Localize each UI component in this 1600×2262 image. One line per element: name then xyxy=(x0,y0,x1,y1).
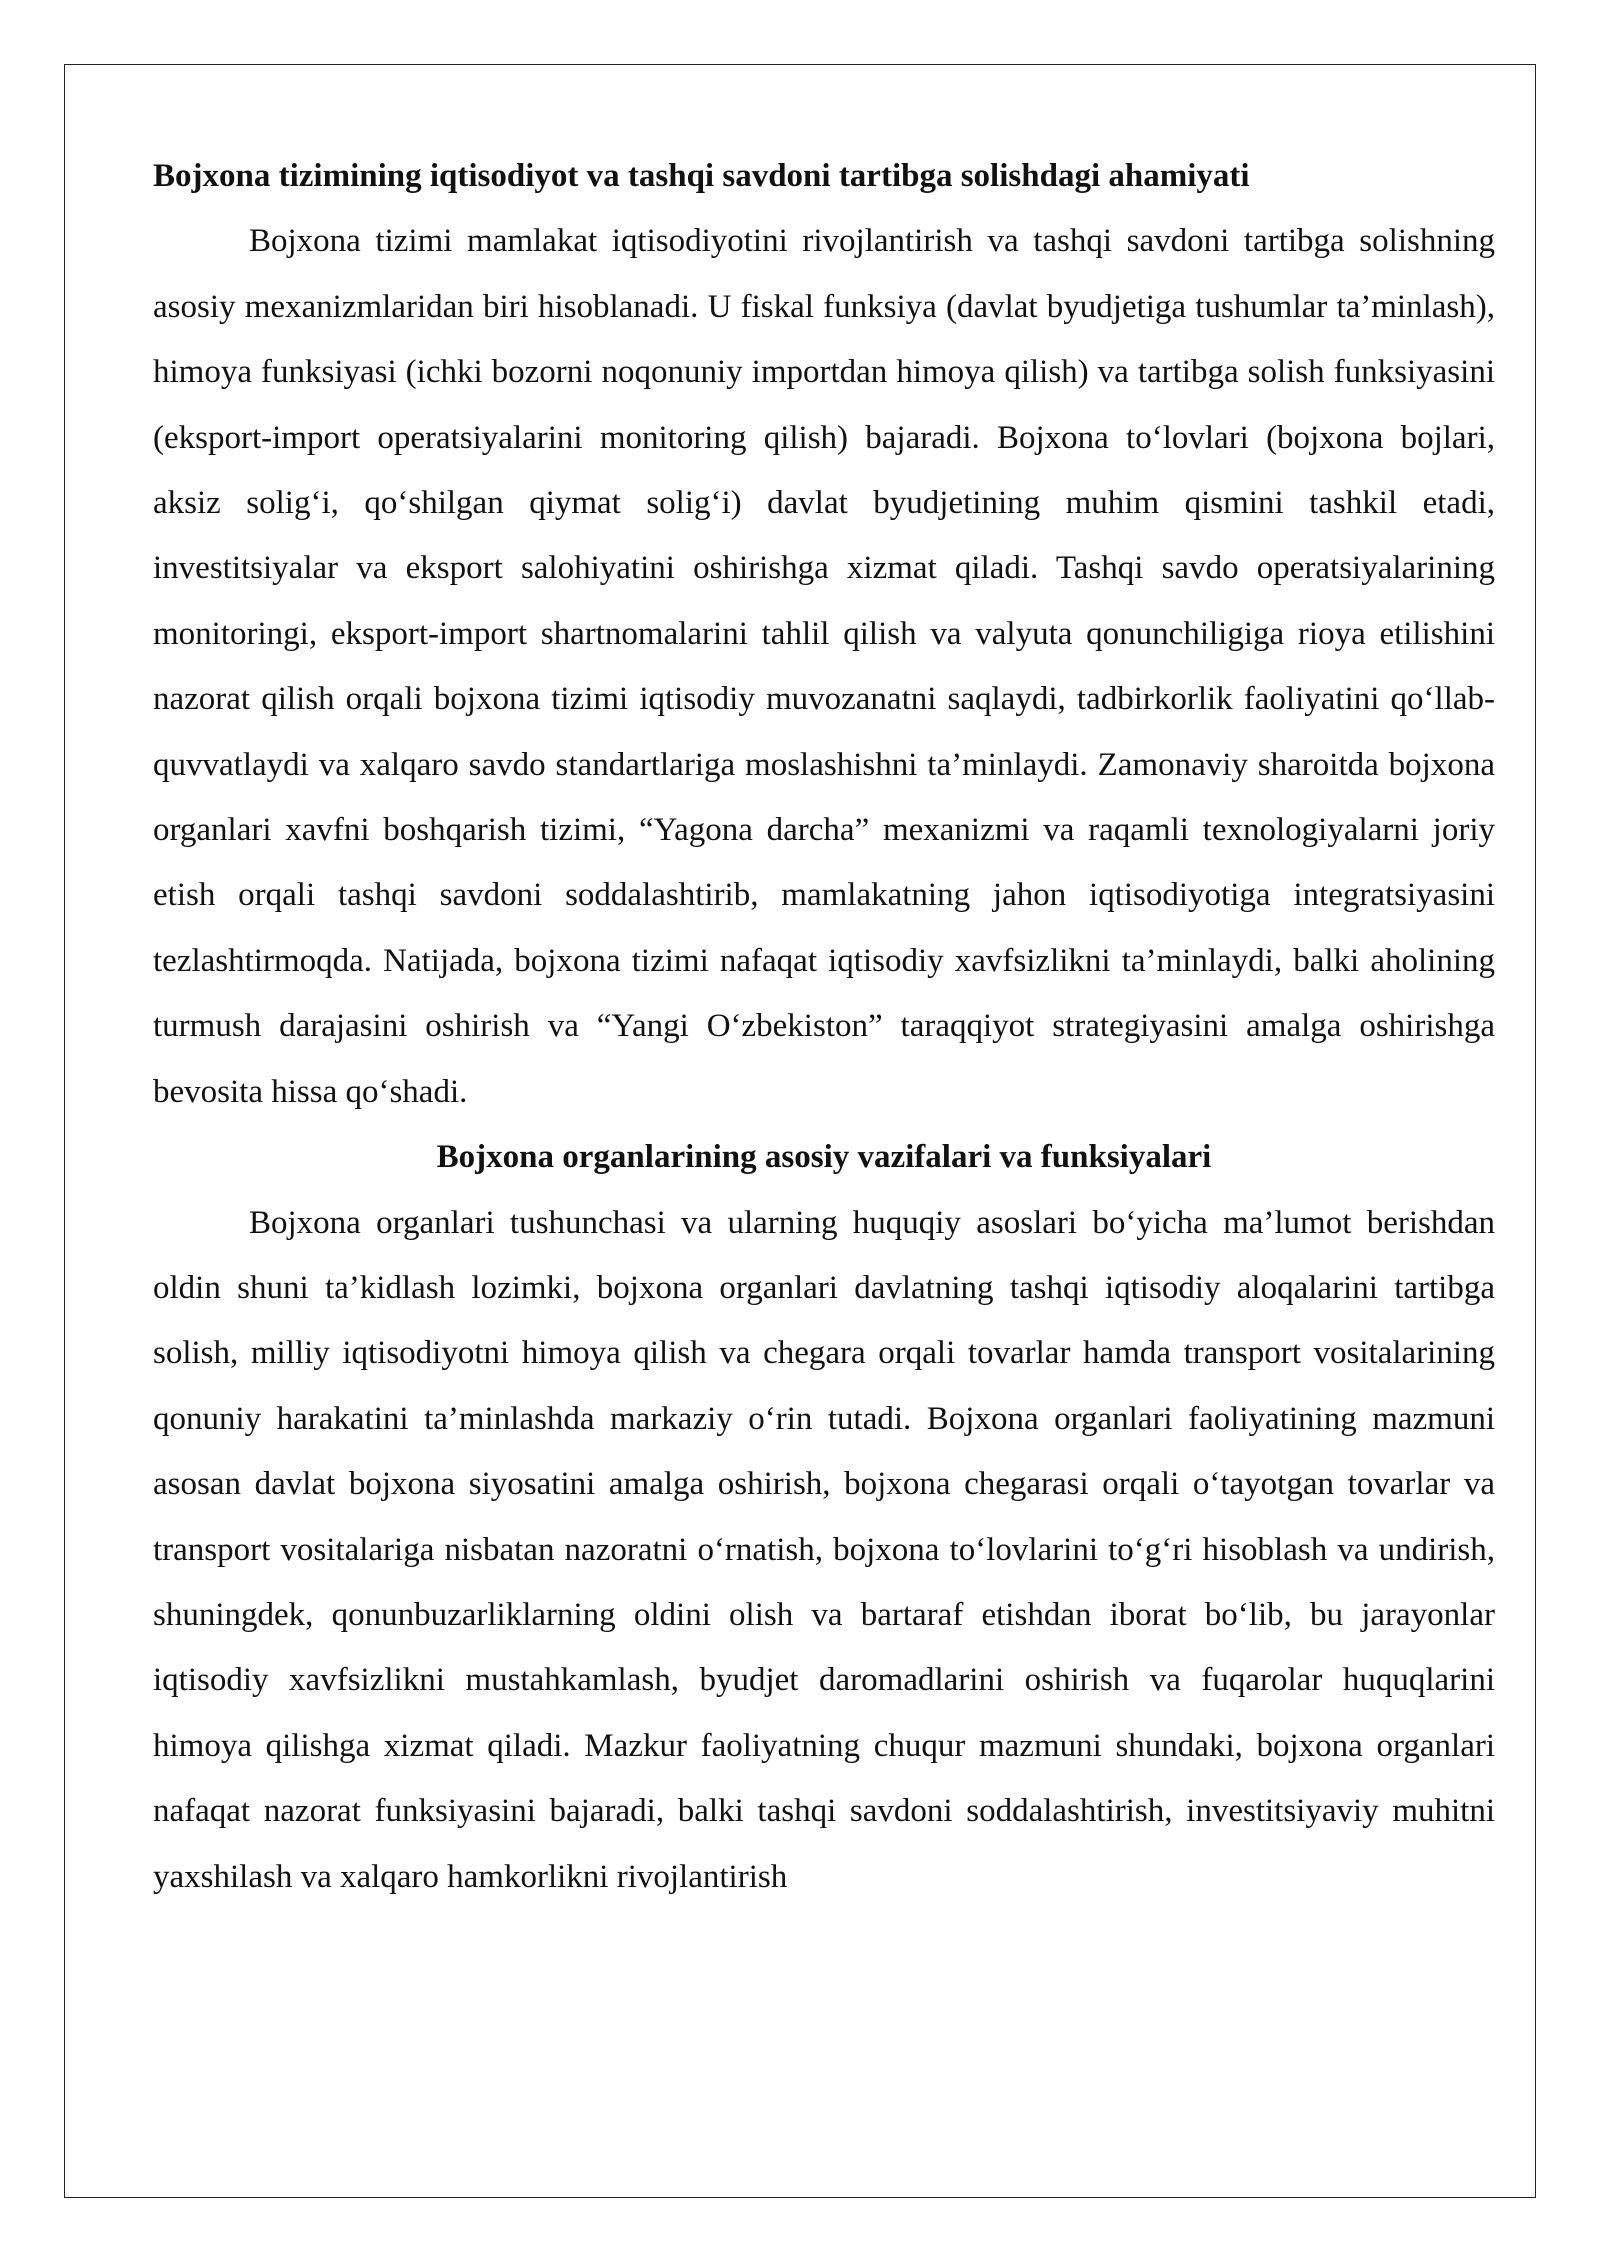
body-paragraph-customs-system: Bojxona tizimi mamlakat iqtisodiyotini rivojlantirish va tashqi savdoni tartibga solishning asosiy mexanizmlaridan biri hisoblanadi. U fiskal funksiya (davlat byudjetiga tushumlar ta’minlash), himoya funksiyasi (ichki bozorni noqonuniy importdan himoya qilish) va tartibga solish funksiyasini (eksport-import operatsiyalarini monitoring qilish) bajaradi. Bojxona to‘lovlari (bojxona bojlari, aksiz solig‘i, qo‘shilgan qiymat solig‘i) davlat byudjetining muhim qismini tashkil etadi, investitsiyalar va eksport salohiyatini oshirishga xizmat qiladi. Tashqi savdo operatsiyalarining monitoringi, eksport-import shartnomalarini tahlil qilish va valyuta qonunchiligiga rioya etilishini nazorat qilish orqali bojxona tizimi iqtisodiy muvozanatni saqlaydi, tadbirkorlik faoliyatini qo‘llab-quvvatlaydi va xalqaro savdo standartlariga moslashishni ta’minlaydi. Zamonaviy sharoitda bojxona organlari xavfni boshqarish tizimi, “Yagona darcha” mexanizmi va raqamli texnologiyalarni joriy etish orqali tashqi savdoni soddalashtirib, mamlakatning jahon iqtisodiyotiga integratsiyasini tezlashtirmoqda. Natijada, bojxona tizimi nafaqat iqtisodiy xavfsizlikni ta’minlaydi, balki aholining turmush darajasini oshirish va “Yangi O‘zbekiston” taraqqiyot strategiyasini amalga oshirishga bevosita hissa qo‘shadi. xyxy=(153,223,1495,1110)
section-heading-customs-bodies-tasks: Bojxona organlarining asosiy vazifalari va funksiyalari xyxy=(436,1139,1212,1176)
document-body xyxy=(153,144,1495,1910)
section-heading-customs-system-significance: Bojxona tizimining iqtisodiyot va tashqi savdoni tartibga solishdagi ahamiyati xyxy=(153,158,1250,194)
body-paragraph-customs-bodies: Bojxona organlari tushunchasi va ularning huquqiy asoslari bo‘yicha ma’lumot berishdan oldin shuni ta’kidlash lozimki, bojxona organlari davlatning tashqi iqtisodiy aloqalarini tartibga solish, milliy iqtisodiyotni himoya qilish va chegara orqali tovarlar hamda transport vositalarining qonuniy harakatini ta’minlashda markaziy o‘rin tutadi. Bojxona organlari faoliyatining mazmuni asosan davlat bojxona siyosatini amalga oshirish, bojxona chegarasi orqali o‘tayotgan tovarlar va transport vositalariga nisbatan nazoratni o‘rnatish, bojxona to‘lovlarini to‘g‘ri hisoblash va undirish, shuningdek, qonunbuzarliklarning oldini olish va bartaraf etishdan iborat bo‘lib, bu jarayonlar iqtisodiy xavfsizlikni mustahkamlash, byudjet daromadlarini oshirish va fuqarolar huquqlarini himoya qilishga xizmat qiladi. Mazkur faoliyatning chuqur mazmuni shundaki, bojxona organlari nafaqat nazorat funksiyasini bajaradi, balki tashqi savdoni soddalashtirish, investitsiyaviy muhitni yaxshilash va xalqaro hamkorlikni rivojlantirish xyxy=(153,1204,1495,1895)
